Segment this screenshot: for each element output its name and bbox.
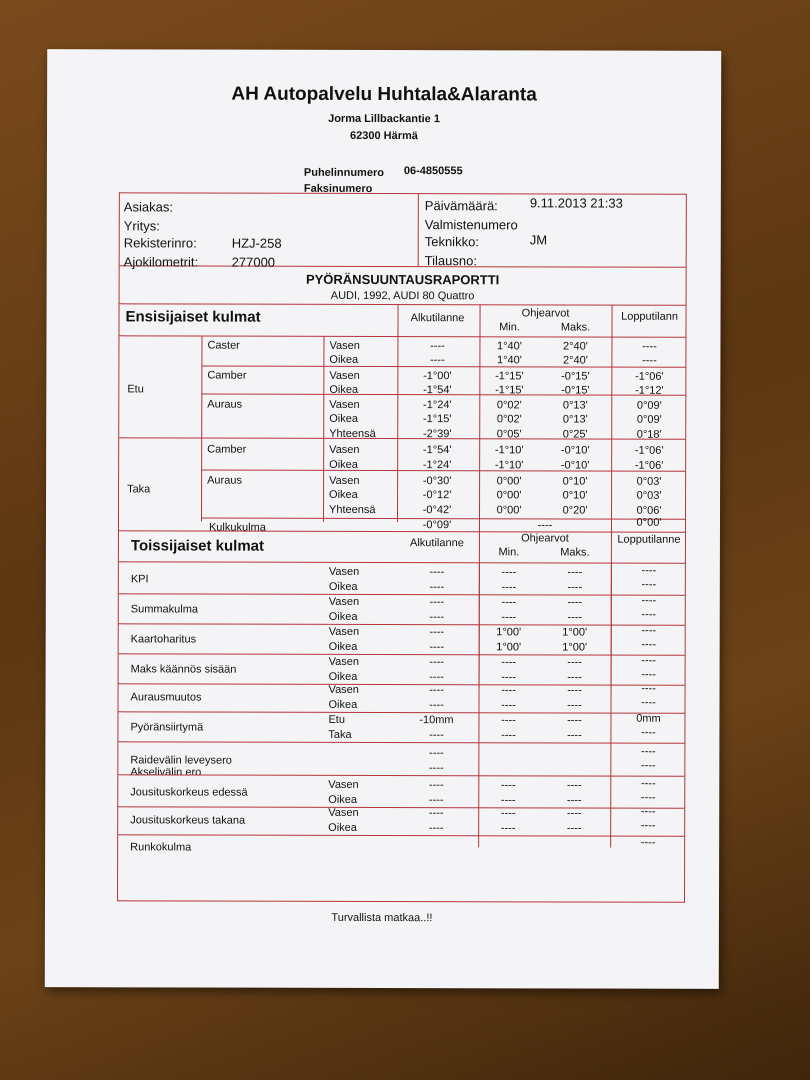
initial-value: ---- <box>429 596 445 609</box>
initial-value: ---- <box>429 671 444 684</box>
company-postal: 62300 Härmä <box>350 129 418 143</box>
max-value: ---- <box>567 714 582 727</box>
report-sheet <box>45 49 721 989</box>
min-value: 1°40' <box>497 340 522 353</box>
secondary-angle-name: Pyöränsiirtymä <box>130 721 204 734</box>
max-value: ---- <box>566 807 582 820</box>
primary-title: Ensisijaiset kulmat <box>125 308 261 326</box>
angle-group: Auraus <box>207 398 243 411</box>
front-axle-label: Etu <box>127 383 144 396</box>
sec-col-min: Min. <box>498 546 520 559</box>
col-maks: Maks. <box>560 321 591 334</box>
final-value: ---- <box>640 805 656 818</box>
max-value: 0°10' <box>562 489 588 502</box>
col-line <box>478 562 480 847</box>
initial-value: ---- <box>428 779 444 792</box>
max-value: ---- <box>567 566 583 579</box>
date-label: Päivämäärä: <box>424 198 498 214</box>
min-value: ---- <box>501 581 517 594</box>
side-label: Oikea <box>328 698 358 711</box>
row-divider <box>119 593 685 595</box>
thrust-angle-label: Kulkukulma <box>208 521 266 534</box>
final-value: ---- <box>641 759 656 772</box>
min-value: 1°00' <box>496 626 522 639</box>
initial-value: ---- <box>430 340 445 353</box>
side-label: Oikea <box>328 670 358 683</box>
order-label: Tilausno: <box>424 253 477 269</box>
max-value: 2°40' <box>563 340 588 353</box>
initial-value: ---- <box>429 747 444 760</box>
col-line <box>610 563 612 848</box>
mileage-label: Ajokilometrit: <box>123 254 199 270</box>
row-divider <box>119 623 685 625</box>
max-value: ---- <box>567 729 582 742</box>
row-divider <box>119 683 685 685</box>
final-value: 0°09' <box>636 413 662 426</box>
side-label: Oikea <box>328 610 358 623</box>
fax-label: Faksinumero <box>303 182 373 195</box>
min-value: 0°00' <box>496 475 522 488</box>
final-value: 0mm <box>636 712 661 725</box>
initial-value: ---- <box>429 566 445 579</box>
side-label: Oikea <box>329 383 359 396</box>
col-line <box>201 336 202 522</box>
row-divider <box>118 774 684 776</box>
initial-value: ---- <box>429 762 444 775</box>
col-ohjearvot: Ohjearvot <box>521 307 570 320</box>
min-value: ---- <box>500 807 516 820</box>
initial-value: -1°24' <box>422 459 452 472</box>
initial-value: ---- <box>429 611 445 624</box>
final-value: ---- <box>641 638 657 651</box>
vehicle-info: AUDI, 1992, AUDI 80 Quattro <box>330 289 475 303</box>
max-value: ---- <box>567 699 582 712</box>
final-value: ---- <box>640 819 656 832</box>
max-value: ---- <box>567 611 583 624</box>
min-value: 1°40' <box>496 354 522 367</box>
final-value: ---- <box>641 578 657 591</box>
initial-value: -10mm <box>419 714 454 727</box>
max-value: -0°10' <box>560 459 590 472</box>
final-value: 0°09' <box>636 399 662 412</box>
final-value: ---- <box>641 668 656 681</box>
row-divider <box>118 741 684 743</box>
min-value: ---- <box>501 714 516 727</box>
min-value: ---- <box>501 729 516 742</box>
initial-value: -1°54' <box>422 444 452 457</box>
max-value: ---- <box>566 822 582 835</box>
max-value: ---- <box>566 794 582 807</box>
side-label: Vasen <box>329 369 360 382</box>
final-value: ---- <box>641 608 657 621</box>
serial-label: Valmistenumero <box>424 217 518 233</box>
final-value: ---- <box>641 745 656 758</box>
final-value: ---- <box>641 564 657 577</box>
secondary-angle-name: Jousituskorkeus takana <box>130 814 246 827</box>
side-label: Vasen <box>328 655 360 668</box>
angle-group: Camber <box>207 369 247 382</box>
min-value: 0°00' <box>496 489 522 502</box>
row-divider <box>119 653 685 655</box>
row-divider <box>118 806 684 808</box>
max-value: ---- <box>567 671 582 684</box>
side-label: Vasen <box>328 778 359 791</box>
max-value: ---- <box>567 581 583 594</box>
thrust-initial: -0°09' <box>422 519 452 532</box>
final-value: 0°18' <box>636 428 662 441</box>
initial-value: -1°15' <box>422 413 452 426</box>
final-value: -1°06' <box>635 370 664 383</box>
initial-value: -1°24' <box>423 399 452 412</box>
final-value: ---- <box>642 340 657 353</box>
divider-secondary-header <box>119 561 685 563</box>
min-value: ---- <box>500 779 516 792</box>
side-label: Vasen <box>329 474 360 487</box>
initial-value: -2°39' <box>422 428 452 441</box>
company-address: Jorma Lillbackantie 1 <box>328 112 441 126</box>
min-value: ---- <box>500 822 516 835</box>
final-value: ---- <box>641 726 656 739</box>
min-value: ---- <box>501 699 516 712</box>
report-table <box>117 192 687 902</box>
side-label: Vasen <box>328 625 360 638</box>
sec-col-alkutilanne: Alkutilanne <box>410 537 464 550</box>
initial-value: -1°00' <box>423 370 452 383</box>
initial-value: ---- <box>428 807 444 820</box>
side-label: Oikea <box>329 488 358 501</box>
angle-group: Caster <box>207 339 240 352</box>
final-value: ---- <box>641 682 656 695</box>
initial-value: -0°42' <box>422 504 452 517</box>
date-value: 9.11.2013 21:33 <box>529 195 623 211</box>
min-value: -1°10' <box>494 444 524 457</box>
sec-col-maks: Maks. <box>560 546 590 559</box>
side-label: Yhteensä <box>329 427 376 440</box>
side-label: Oikea <box>328 821 357 834</box>
divider-secondary <box>119 530 685 532</box>
min-value: ---- <box>501 684 516 697</box>
side-label: Vasen <box>329 443 360 456</box>
row-divider <box>118 711 684 713</box>
min-value: -1°15' <box>495 384 524 397</box>
final-value: ---- <box>641 696 656 709</box>
final-value: -1°06' <box>634 444 664 457</box>
divider-primary-header <box>119 335 685 337</box>
min-value: 1°00' <box>496 641 522 654</box>
divider-title <box>120 303 686 305</box>
final-value: ---- <box>641 654 656 667</box>
min-value: ---- <box>501 656 516 669</box>
min-value: ---- <box>501 671 516 684</box>
final-value: ---- <box>642 354 657 367</box>
customer-label: Asiakas: <box>123 199 173 215</box>
divider-customer <box>418 194 419 266</box>
sec-col-ohjearvot: Ohjearvot <box>521 532 569 545</box>
secondary-angle-name: Aurausmuutos <box>130 691 202 704</box>
side-label: Vasen <box>328 683 359 696</box>
side-label: Vasen <box>329 339 360 352</box>
max-value: ---- <box>567 684 582 697</box>
initial-value: -1°54' <box>423 384 452 397</box>
side-label: Taka <box>328 728 352 741</box>
rear-axle-label: Taka <box>127 483 151 496</box>
side-label: Oikea <box>329 458 358 471</box>
thrust-ref: ---- <box>537 519 553 532</box>
col-min: Min. <box>499 321 520 334</box>
col-lopputilanne: Lopputilann <box>621 310 678 323</box>
frame-angle-label: Runkokulma <box>130 841 192 854</box>
col-line <box>323 336 324 522</box>
max-value: -0°10' <box>560 444 590 457</box>
min-value: ---- <box>501 566 517 579</box>
phone-label: Puhelinnumero <box>303 166 384 180</box>
sec-col-lopputilanne: Lopputilanne <box>617 533 681 546</box>
report-title: PYÖRÄNSUUNTAUSRAPORTTI <box>305 271 500 288</box>
initial-value: ---- <box>429 684 444 697</box>
secondary-angle-name: Summakulma <box>130 603 199 616</box>
secondary-title: Toissijaiset kulmat <box>130 537 265 555</box>
final-value: ---- <box>641 624 657 637</box>
secondary-angle-name: KPI <box>130 573 149 586</box>
secondary-angle-name: Kaartoharitus <box>130 633 197 646</box>
row-divider <box>118 834 684 836</box>
final-value: 0°06' <box>636 504 662 517</box>
technician-label: Teknikko: <box>424 234 479 250</box>
initial-value: ---- <box>430 354 445 367</box>
max-value: 2°40' <box>562 354 588 367</box>
min-value: ---- <box>501 596 517 609</box>
thrust-final: 0°00' <box>636 516 662 529</box>
max-value: 0°13' <box>562 413 588 426</box>
min-value: -1°10' <box>494 459 524 472</box>
initial-value: ---- <box>429 626 445 639</box>
initial-value: ---- <box>429 729 444 742</box>
min-value: 0°05' <box>496 428 522 441</box>
final-value: 0°03' <box>636 475 662 488</box>
side-label: Oikea <box>328 580 358 593</box>
max-value: 1°00' <box>562 641 588 654</box>
side-label: Etu <box>328 713 346 726</box>
company-name: AH Autopalvelu Huhtala&Alaranta <box>231 83 537 106</box>
company-label: Yritys: <box>123 218 160 234</box>
max-value: 0°20' <box>562 504 588 517</box>
max-value: ---- <box>567 596 583 609</box>
phone-number: 06-4850555 <box>403 165 463 178</box>
side-label: Oikea <box>328 640 358 653</box>
group-divider <box>201 470 685 472</box>
max-value: ---- <box>566 779 582 792</box>
axle-divider <box>119 437 685 439</box>
col-alkutilanne: Alkutilanne <box>410 312 465 325</box>
final-value: 0°03' <box>636 489 662 502</box>
side-label: Vasen <box>328 595 360 608</box>
max-value: -0°15' <box>561 384 590 397</box>
secondary-angle-name: Akselivälin ero <box>130 766 202 779</box>
initial-value: ---- <box>428 794 444 807</box>
max-value: 0°13' <box>562 399 588 412</box>
registration-label: Rekisterinro: <box>123 235 197 251</box>
initial-value: ---- <box>429 641 445 654</box>
registration-value: HZJ-258 <box>231 235 282 251</box>
initial-value: ---- <box>429 656 444 669</box>
max-value: 1°00' <box>562 626 588 639</box>
footer-message: Turvallista matkaa..!! <box>331 911 433 925</box>
initial-value: -0°30' <box>422 475 452 488</box>
frame-angle-final: ---- <box>640 836 656 849</box>
min-value: 0°02' <box>496 413 522 426</box>
divider-customer-bottom <box>120 265 686 267</box>
min-value: 0°02' <box>496 399 522 412</box>
initial-value: ---- <box>429 581 445 594</box>
final-value: -1°12' <box>635 384 664 397</box>
side-label: Yhteensä <box>329 503 376 516</box>
technician-value: JM <box>529 232 548 248</box>
side-label: Vasen <box>329 398 360 411</box>
secondary-angle-name: Jousituskorkeus edessä <box>130 786 248 799</box>
min-value: ---- <box>501 611 517 624</box>
max-value: -0°15' <box>561 370 590 383</box>
side-label: Oikea <box>328 793 358 806</box>
max-value: 0°10' <box>562 475 588 488</box>
group-divider <box>201 366 685 368</box>
initial-value: ---- <box>429 699 444 712</box>
angle-group: Camber <box>207 443 247 456</box>
side-label: Oikea <box>329 412 359 425</box>
side-label: Vasen <box>328 565 360 578</box>
mileage-value: 277000 <box>231 254 276 270</box>
final-value: ---- <box>640 791 656 804</box>
max-value: 0°25' <box>562 428 588 441</box>
min-value: 0°00' <box>496 504 522 517</box>
final-value: ---- <box>640 777 656 790</box>
max-value: ---- <box>567 656 582 669</box>
min-value: -1°15' <box>495 370 524 383</box>
side-label: Oikea <box>329 353 359 366</box>
min-value: ---- <box>500 794 516 807</box>
initial-value: -0°12' <box>422 489 452 502</box>
final-value: ---- <box>641 594 657 607</box>
initial-value: ---- <box>428 822 444 835</box>
angle-group: Auraus <box>207 474 242 487</box>
final-value: -1°06' <box>634 459 664 472</box>
secondary-angle-name: Maks käännös sisään <box>130 663 237 676</box>
side-label: Vasen <box>328 806 359 819</box>
secondary-angle-name: Raidevälin leveysero <box>130 754 232 767</box>
